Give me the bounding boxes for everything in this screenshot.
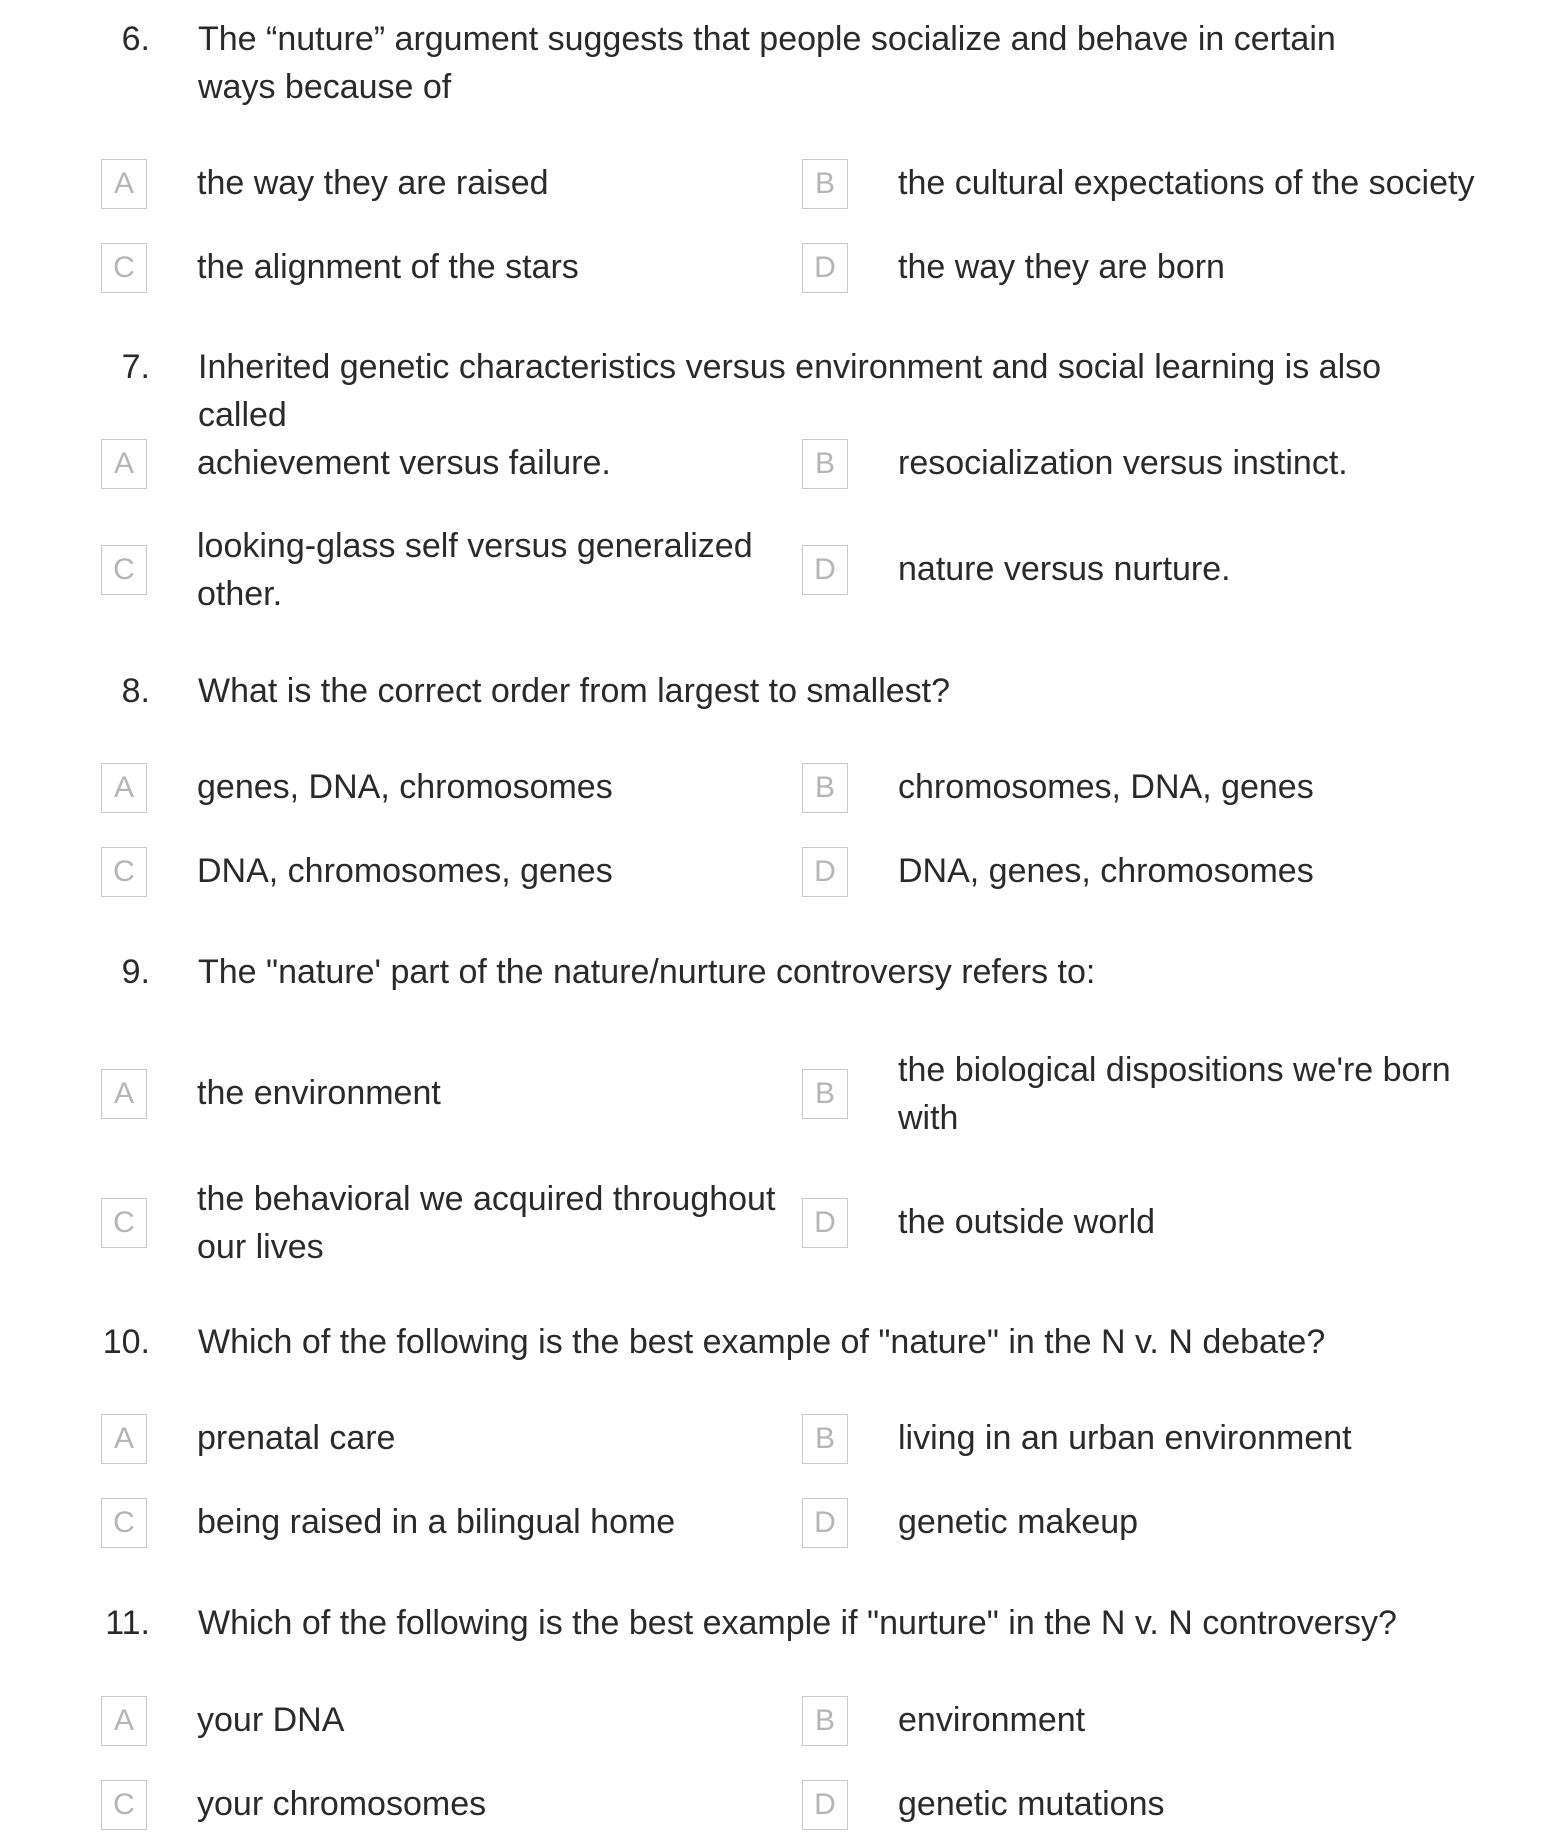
- option-text: the environment: [197, 1074, 441, 1112]
- option-a[interactable]: [101, 1414, 701, 1466]
- question-number: 10.: [102, 1323, 150, 1361]
- option-letter-box[interactable]: D: [802, 1198, 848, 1248]
- option-c[interactable]: [101, 1180, 781, 1266]
- option-text: the cultural expectations of the society: [898, 164, 1475, 202]
- option-text: your DNA: [197, 1701, 345, 1739]
- option-letter-box[interactable]: B: [802, 1069, 848, 1119]
- option-text: resocialization versus instinct.: [898, 444, 1348, 482]
- option-d[interactable]: [802, 847, 1522, 899]
- option-b[interactable]: [802, 763, 1522, 815]
- option-letter-box[interactable]: B: [802, 159, 848, 209]
- question-text: The "nature' part of the nature/nurture controversy refers to:: [198, 953, 1096, 991]
- option-b[interactable]: [802, 1051, 1522, 1137]
- option-letter-box[interactable]: C: [101, 1780, 147, 1830]
- option-c[interactable]: [101, 243, 701, 295]
- question-number: 11.: [105, 1604, 150, 1642]
- option-letter-box[interactable]: A: [101, 1414, 147, 1464]
- question-text: Inherited genetic characteristics versus environment and social learning is also called: [198, 348, 1382, 434]
- option-letter-box[interactable]: D: [802, 1498, 848, 1548]
- option-c[interactable]: [101, 527, 781, 613]
- option-text: nature versus nurture.: [898, 550, 1231, 588]
- question-number: 9.: [121, 953, 150, 991]
- option-text: genetic mutations: [898, 1785, 1165, 1823]
- option-text: the way they are raised: [197, 164, 549, 202]
- option-text: achievement versus failure.: [197, 444, 611, 482]
- option-text: DNA, genes, chromosomes: [898, 852, 1314, 890]
- option-a[interactable]: [101, 763, 701, 815]
- option-a[interactable]: [101, 1696, 701, 1748]
- option-text: the way they are born: [898, 248, 1225, 286]
- option-letter-box[interactable]: B: [802, 1414, 848, 1464]
- option-b[interactable]: [802, 1414, 1522, 1466]
- option-text: the biological dispositions we're born with: [898, 1051, 1451, 1137]
- option-letter-box[interactable]: D: [802, 847, 848, 897]
- option-text: being raised in a bilingual home: [197, 1503, 676, 1541]
- option-letter-box[interactable]: A: [101, 763, 147, 813]
- option-letter-box[interactable]: C: [101, 545, 147, 595]
- question-text: Which of the following is the best example if "nurture" in the N v. N controversy?: [198, 1604, 1397, 1642]
- option-text: living in an urban environment: [898, 1419, 1352, 1457]
- option-a[interactable]: [101, 1069, 701, 1121]
- question-number: 6.: [121, 20, 150, 58]
- option-d[interactable]: [802, 545, 1522, 597]
- option-text: the outside world: [898, 1203, 1156, 1241]
- option-letter-box[interactable]: B: [802, 439, 848, 489]
- option-b[interactable]: [802, 159, 1522, 211]
- question-text: Which of the following is the best example of "nature" in the N v. N debate?: [198, 1323, 1326, 1361]
- option-a[interactable]: [101, 439, 701, 491]
- option-letter-box[interactable]: B: [802, 763, 848, 813]
- option-a[interactable]: [101, 159, 701, 211]
- option-letter-box[interactable]: C: [101, 1198, 147, 1248]
- question-text: What is the correct order from largest to smallest?: [198, 672, 951, 710]
- option-text: environment: [898, 1701, 1086, 1739]
- option-letter-box[interactable]: D: [802, 1780, 848, 1830]
- option-letter-box[interactable]: A: [101, 1069, 147, 1119]
- option-letter-box[interactable]: D: [802, 545, 848, 595]
- question-text: The “nuture” argument suggests that people socialize and behave in certain ways because of: [198, 20, 1336, 106]
- option-text: genetic makeup: [898, 1503, 1139, 1541]
- question-number: 7.: [121, 348, 150, 386]
- option-c[interactable]: [101, 847, 701, 899]
- option-letter-box[interactable]: A: [101, 439, 147, 489]
- option-text: DNA, chromosomes, genes: [197, 852, 613, 890]
- option-text: the alignment of the stars: [197, 248, 579, 286]
- option-d[interactable]: [802, 243, 1522, 295]
- option-text: looking-glass self versus generalized other.: [197, 527, 753, 613]
- option-text: prenatal care: [197, 1419, 396, 1457]
- option-letter-box[interactable]: C: [101, 1498, 147, 1548]
- option-b[interactable]: [802, 439, 1522, 491]
- option-letter-box[interactable]: C: [101, 243, 147, 293]
- option-letter-box[interactable]: A: [101, 1696, 147, 1746]
- question-number: 8.: [121, 672, 150, 710]
- option-letter-box[interactable]: C: [101, 847, 147, 897]
- option-letter-box[interactable]: D: [802, 243, 848, 293]
- option-letter-box[interactable]: A: [101, 159, 147, 209]
- option-d[interactable]: [802, 1780, 1522, 1832]
- option-text: chromosomes, DNA, genes: [898, 768, 1314, 806]
- option-d[interactable]: [802, 1198, 1522, 1250]
- option-letter-box[interactable]: B: [802, 1696, 848, 1746]
- option-c[interactable]: [101, 1780, 701, 1832]
- option-text: the behavioral we acquired throughout our lives: [197, 1180, 776, 1266]
- option-c[interactable]: [101, 1498, 701, 1550]
- option-b[interactable]: [802, 1696, 1522, 1748]
- option-text: your chromosomes: [197, 1785, 487, 1823]
- option-text: genes, DNA, chromosomes: [197, 768, 613, 806]
- option-d[interactable]: [802, 1498, 1522, 1550]
